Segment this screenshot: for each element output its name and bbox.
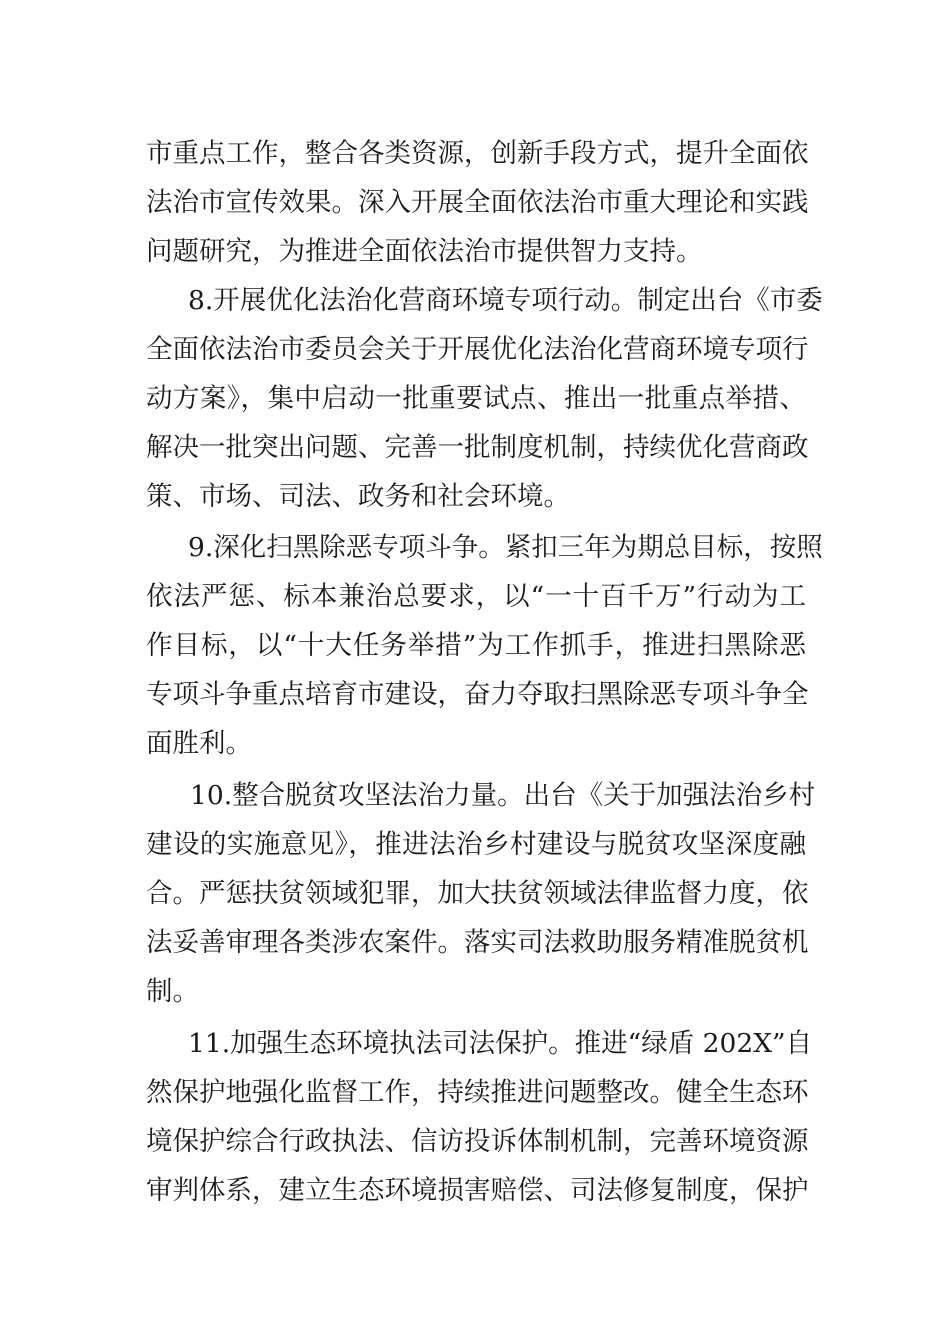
text-line: 解决一批突出问题、完善一批制度机制，持续优化营商政 bbox=[146, 432, 809, 463]
text-line: 动方案》，集中启动一批重要试点、推出一批重点举措、 bbox=[146, 383, 806, 414]
text-line: 法治市宣传效果。深入开展全面依法治市重大理论和实践 bbox=[146, 187, 809, 218]
paragraph-8-heading-line: 8.开展优化法治化营商环境专项行动。制定出台《市委 bbox=[188, 285, 823, 316]
text-line: 法妥善审理各类涉农案件。落实司法救助服务精准脱贫机 bbox=[146, 927, 809, 958]
paragraph-9-heading-line: 9.深化扫黑除恶专项斗争。紧扣三年为期总目标，按照 bbox=[188, 532, 823, 563]
text-line: 建设的实施意见》，推进法治乡村建设与脱贫攻坚深度融 bbox=[146, 829, 806, 860]
text-line: 依法严惩、标本兼治总要求，以“一十百千万”行动为工 bbox=[146, 581, 806, 612]
text-line: 市重点工作，整合各类资源，创新手段方式，提升全面依 bbox=[146, 138, 809, 169]
text-line: 合。严惩扶贫领域犯罪，加大扶贫领域法律监督力度，依 bbox=[146, 878, 809, 909]
text-line: 制。 bbox=[146, 976, 199, 1007]
text-line: 境保护综合行政执法、信访投诉体制机制，完善环境资源 bbox=[146, 1126, 809, 1157]
text-line: 问题研究，为推进全面依法治市提供智力支持。 bbox=[146, 236, 703, 267]
paragraph-10-heading-line: 10.整合脱贫攻坚法治力量。出台《关于加强法治乡村 bbox=[190, 780, 816, 811]
paragraph-11-heading-line: 11.加强生态环境执法司法保护。推进“绿盾 202X”自 bbox=[188, 1028, 813, 1059]
text-line: 面胜利。 bbox=[146, 728, 252, 759]
text-line: 专项斗争重点培育市建设，奋力夺取扫黑除恶专项斗争全 bbox=[146, 679, 809, 710]
text-line: 策、市场、司法、政务和社会环境。 bbox=[146, 481, 570, 512]
text-line: 全面依法治市委员会关于开展优化法治化营商环境专项行 bbox=[146, 334, 809, 365]
text-line: 审判体系，建立生态环境损害赔偿、司法修复制度，保护 bbox=[146, 1175, 809, 1206]
text-line: 然保护地强化监督工作，持续推进问题整改。健全生态环 bbox=[146, 1077, 809, 1108]
text-line: 作目标，以“十大任务举措”为工作抓手，推进扫黑除恶 bbox=[146, 630, 806, 661]
